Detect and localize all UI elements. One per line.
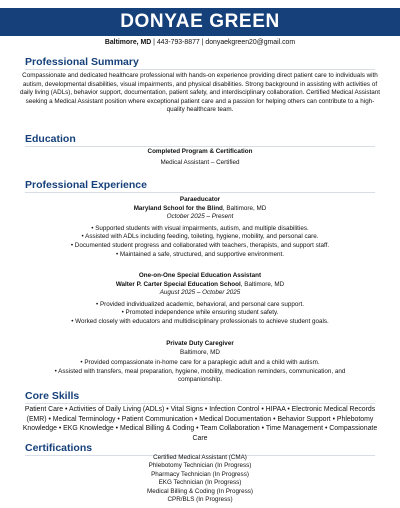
contact-email[interactable]: donyaekgreen20@gmail.com	[205, 39, 296, 46]
contact-phone[interactable]: 443-793-8877	[156, 39, 200, 46]
contact-separator: |	[151, 39, 157, 46]
job-employer: Walter P. Carter Special Education School	[115, 280, 241, 288]
certification-item: CPR/BLS (In Progress)	[167, 496, 233, 504]
education-program: Completed Program & Certification	[147, 148, 253, 155]
job-bullet: • Provided individualized academic, behavioral, and personal care support.	[95, 300, 305, 308]
job-bullet: • Supported students with visual impairments, autism, and multiple disabilities.	[91, 224, 309, 232]
education-block	[18, 148, 382, 167]
certification-item: Phlebotomy Technician (In Progress)	[148, 462, 252, 470]
certification-item: Pharmacy Technician (In Progress)	[151, 470, 249, 478]
education-heading: Education	[25, 133, 375, 147]
certification-item: Medical Billing & Coding (In Progress)	[146, 487, 254, 495]
job-bullet: • Provided compassionate in-home care for a paraplegic adult and a child with autism.	[80, 359, 320, 367]
skills-block	[18, 405, 382, 443]
contact-line	[0, 38, 400, 47]
certifications-heading: Certifications	[25, 442, 375, 456]
contact-location: Baltimore, MD	[104, 39, 152, 46]
summary-paragraph: Compassionate and dedicated healthcare professional with hands-on experience providing direct patient care to individuals with autism, developmental disabilities, visual impairments, and physical disabilities. Strong background in assisting with activities of daily living (ADLs), behavior support, documentation, patient safety, and interdisciplinary collaboration. Certified Medical Assistant seeking a Medical Assistant position where exceptional patient care and a passion for helping others can contribute to a high-quality healthcare team.	[19, 72, 381, 114]
summary-text	[18, 72, 382, 115]
skills-heading: Core Skills	[25, 390, 375, 404]
job-dates: October 2025 – Present	[166, 213, 234, 221]
job-entry	[18, 272, 382, 327]
job-bullet: • Documented student progress and collaborated with teachers, therapists, and support staff.	[70, 241, 330, 249]
experience-heading: Professional Experience	[25, 179, 375, 193]
job-role: Paraeducator	[179, 196, 221, 203]
job-bullet: • Assisted with ADLs including feeding, toileting, hygiene, mobility, and personal care.	[81, 233, 319, 241]
job-role: One-on-One Special Education Assistant	[138, 272, 262, 279]
certification-item: EKG Technician (In Progress)	[158, 479, 242, 487]
certification-item: Certified Medical Assistant (CMA)	[153, 454, 247, 461]
job-employer: Maryland School for the Blind	[133, 204, 223, 212]
job-employer-line	[18, 205, 382, 214]
job-location: Baltimore, MD	[180, 348, 220, 356]
job-employer-line	[18, 281, 382, 290]
job-bullet: • Promoted independence while ensuring student safety.	[121, 309, 279, 317]
candidate-name: DONYAE GREEN	[120, 11, 280, 32]
certifications-list	[18, 454, 382, 504]
job-entry	[18, 196, 382, 259]
contact-separator: |	[199, 39, 206, 46]
job-dates: August 2025 – October 2025	[159, 289, 241, 297]
job-bullet: • Worked closely with educators and multidisciplinary professionals to achieve student goals.	[71, 317, 329, 325]
summary-heading: Professional Summary	[25, 56, 375, 70]
skills-list: Patient Care • Activities of Daily Living (ADLs) • Vital Signs • Infection Control • HIPAA • Electronic Medical Records (EMR) • Medical Terminology • Patient Communication • Medical Documentation • Behavior Support • Phlebotomy Knowledge • EKG Knowledge • Medical Billing & Coding • Team Collaboration • Time Management • Compassionate Care	[22, 406, 378, 442]
job-location: , Baltimore, MD	[222, 204, 267, 212]
job-entry	[18, 340, 382, 385]
job-role: Private Duty Caregiver	[166, 340, 234, 347]
job-bullet: • Maintained a safe, structured, and supportive environment.	[115, 250, 285, 258]
job-bullet: • Assisted with transfers, meal preparation, hygiene, mobility, medication reminders, communication, and companionship.	[54, 367, 346, 384]
name-banner	[0, 8, 400, 36]
job-location: , Baltimore, MD	[240, 280, 285, 288]
education-item: Medical Assistant – Certified	[160, 158, 240, 166]
